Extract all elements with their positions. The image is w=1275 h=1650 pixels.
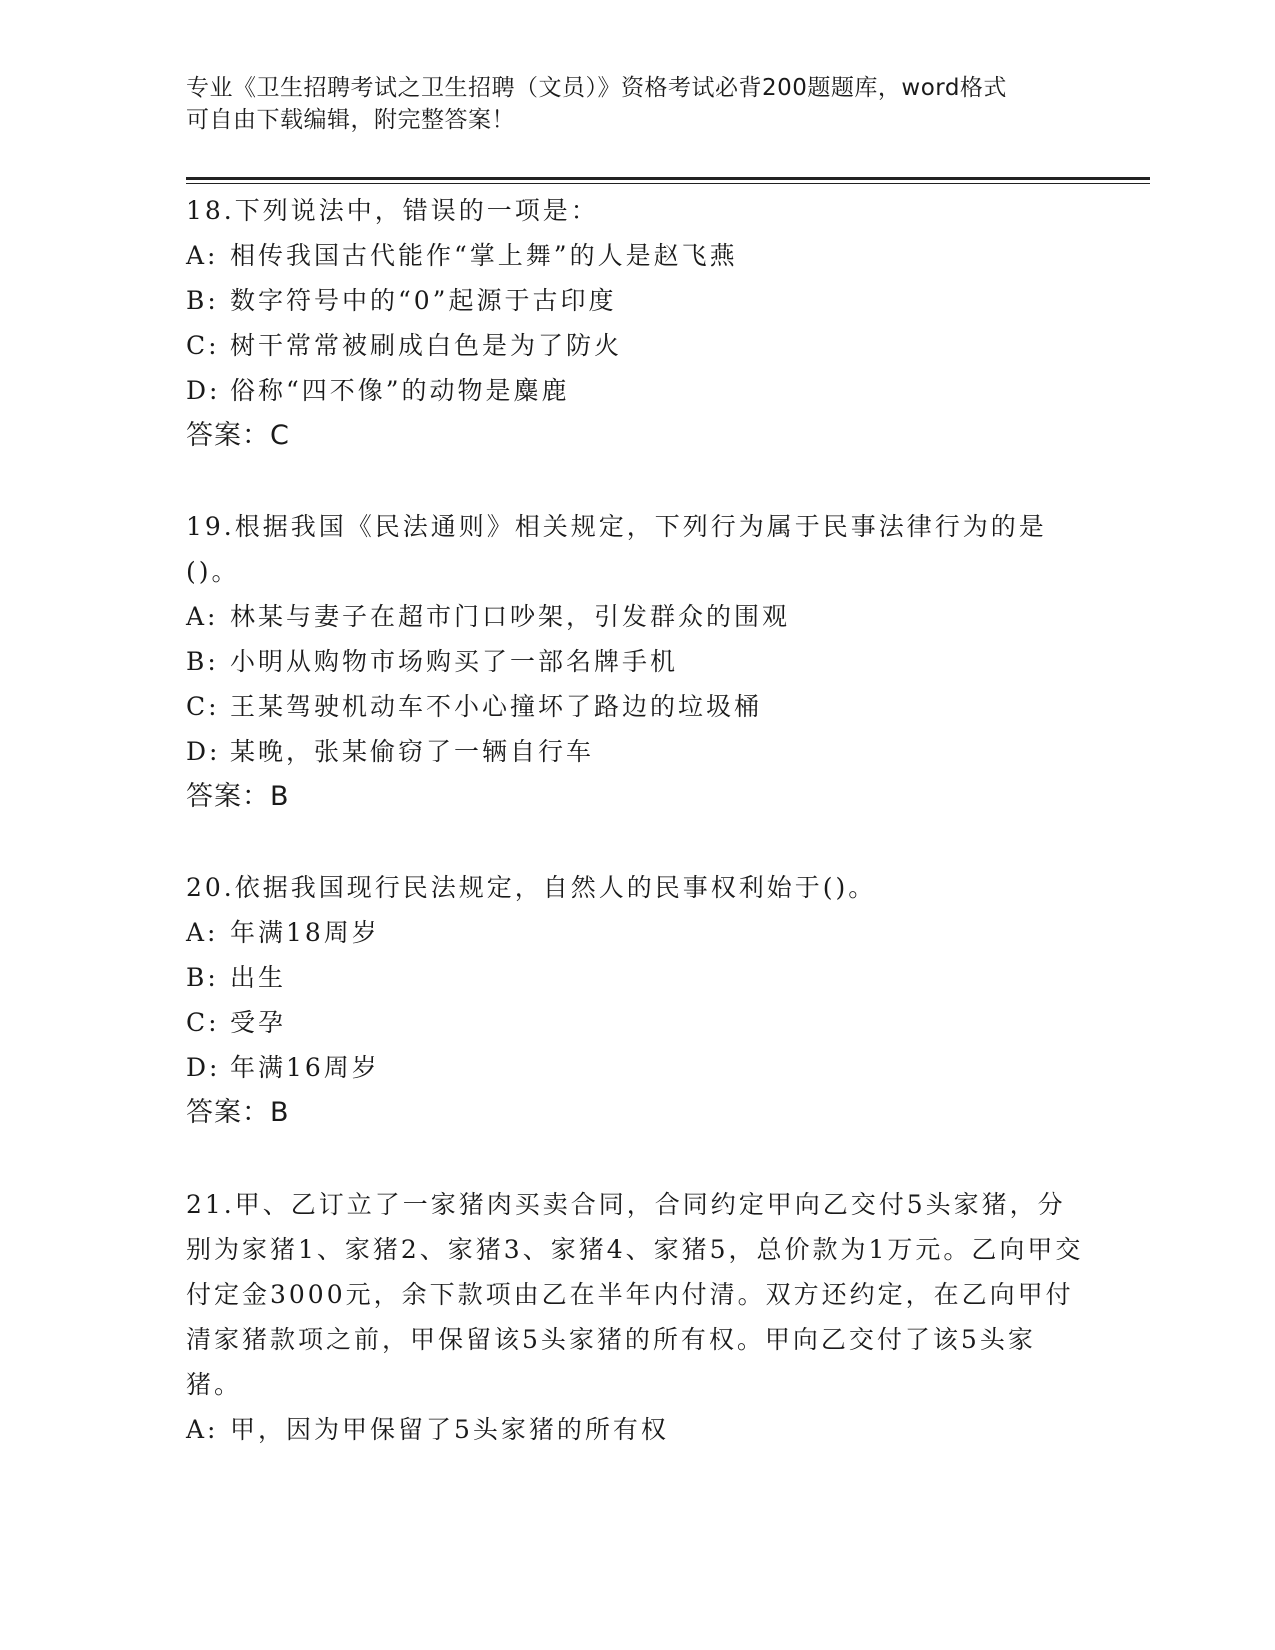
option-b (186, 955, 1086, 1000)
option-text: 王某驾驶机动车不小心撞坏了路边的垃圾桶 (230, 692, 763, 721)
option-text: 受孕 (230, 1008, 287, 1037)
question-stem: 18.下列说法中，错误的一项是： (186, 196, 599, 225)
option-key: B: (186, 286, 219, 315)
option-d (186, 1045, 1086, 1090)
option-text: 甲，因为甲保留了5头家猪的所有权 (230, 1415, 669, 1444)
option-text: 出生 (230, 963, 287, 992)
option-text: 树干常常被刷成白色是为了防火 (230, 331, 623, 360)
option-text: 年满18周岁 (230, 918, 380, 947)
option-key: A: (186, 1415, 219, 1444)
option-key: C: (186, 692, 220, 721)
option-text: 相传我国古代能作“掌上舞”的人是赵飞燕 (230, 241, 738, 270)
option-a (186, 910, 1086, 955)
header-line-2: 可自由下载编辑，附完整答案！ (186, 107, 515, 133)
option-key: A: (186, 241, 219, 270)
option-a (186, 594, 1086, 639)
question-21 (186, 1182, 1086, 1452)
option-text: 数字符号中的“0”起源于古印度 (230, 286, 617, 315)
question-stem: 19.根据我国《民法通则》相关规定，下列行为属于民事法律行为的是()。 (186, 512, 1047, 586)
option-key: B: (186, 963, 219, 992)
question-stem: 20.依据我国现行民法规定，自然人的民事权利始于()。 (186, 873, 877, 902)
question-20 (186, 865, 1086, 1136)
answer: 答案：B (186, 781, 290, 812)
question-18 (186, 188, 1086, 459)
option-text: 年满16周岁 (230, 1053, 380, 1082)
option-key: A: (186, 918, 219, 947)
header-divider-thick (186, 177, 1150, 180)
option-d (186, 729, 1086, 774)
option-a (186, 233, 1086, 278)
option-c (186, 1000, 1086, 1045)
option-key: C: (186, 331, 220, 360)
option-text: 林某与妻子在超市门口吵架，引发群众的围观 (230, 602, 791, 631)
option-key: A: (186, 602, 219, 631)
answer: 答案：C (186, 420, 290, 451)
option-c (186, 684, 1086, 729)
question-stem: 21.甲、乙订立了一家猪肉买卖合同，合同约定甲向乙交付5头家猪，分别为家猪1、家猪2、家猪3、家猪4、家猪5，总价款为1万元。乙向甲交付定金3000元，余下款项由乙在半年内付清。双方还约定，在乙向甲付清家猪款项之前，甲保留该5头家猪的所有权。甲向乙交付了该5头家猪。 (186, 1190, 1084, 1399)
option-key: D: (186, 737, 221, 766)
option-text: 某晚，张某偷窃了一辆自行车 (230, 737, 595, 766)
option-text: 小明从购物市场购买了一部名牌手机 (230, 647, 679, 676)
option-a (186, 1407, 1086, 1452)
option-b (186, 278, 1086, 323)
option-key: D: (186, 1053, 221, 1082)
option-d (186, 368, 1086, 413)
header-line-1: 专业《卫生招聘考试之卫生招聘（文员）》资格考试必背200题题库，word格式 (186, 75, 1007, 101)
answer: 答案：B (186, 1097, 290, 1128)
header-divider-thin (186, 183, 1150, 184)
option-c (186, 323, 1086, 368)
option-b (186, 639, 1086, 684)
option-key: D: (186, 376, 221, 405)
option-text: 俗称“四不像”的动物是麋鹿 (230, 376, 570, 405)
document-header (186, 72, 1086, 136)
option-key: B: (186, 647, 219, 676)
option-key: C: (186, 1008, 220, 1037)
question-19 (186, 504, 1086, 820)
